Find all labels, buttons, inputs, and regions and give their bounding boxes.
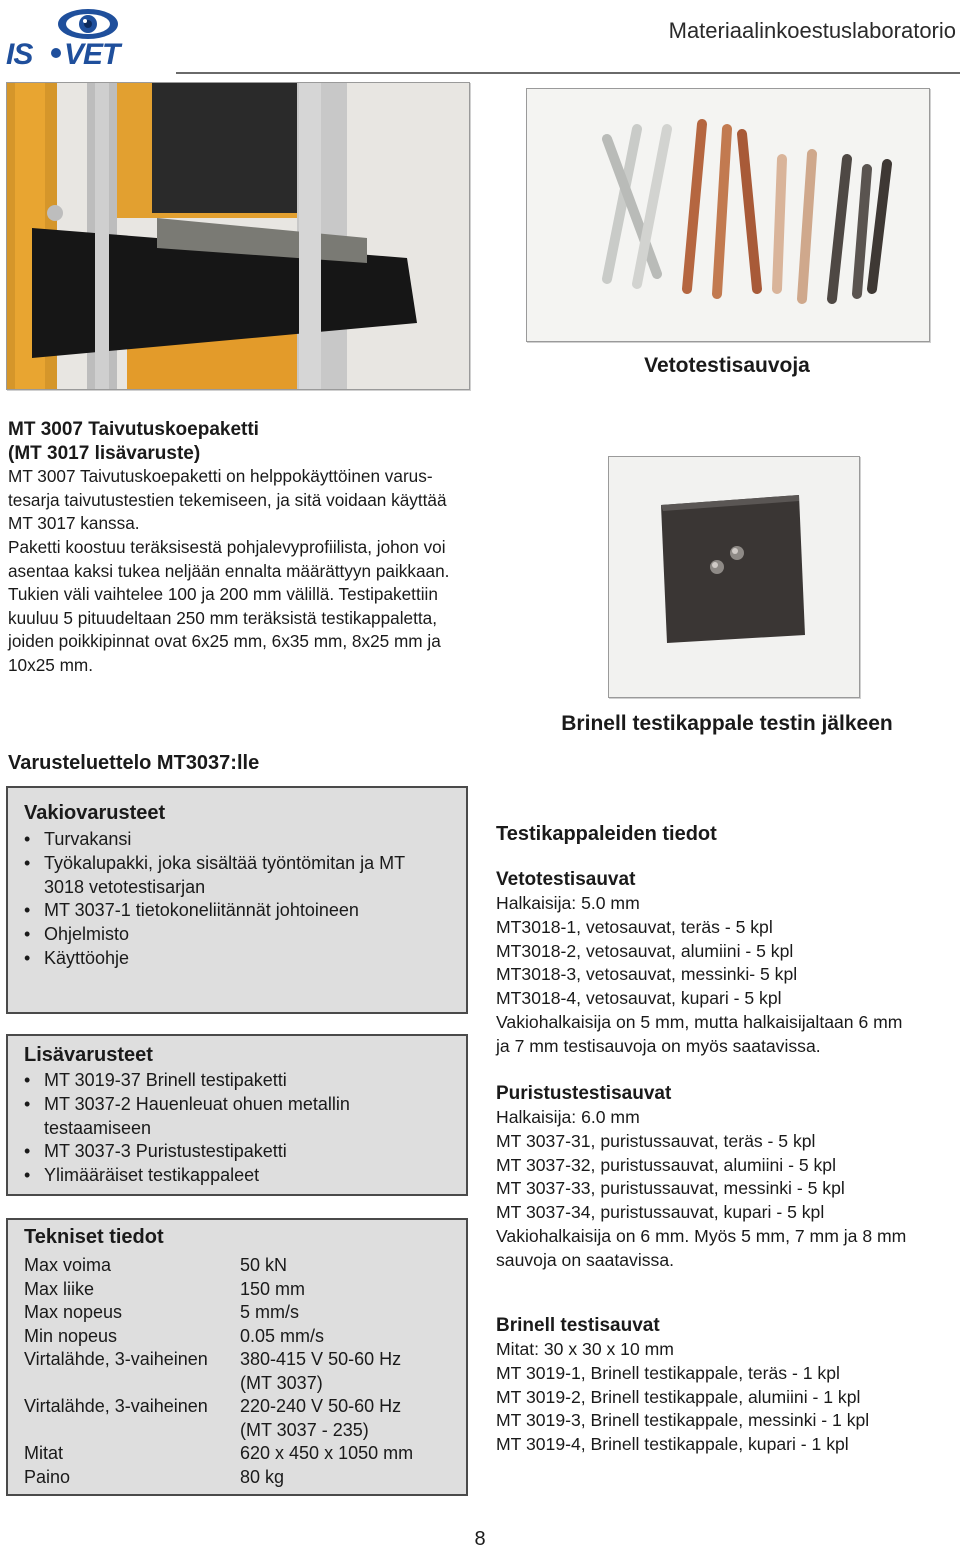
isvet-logo: [6, 4, 170, 68]
intro-line: 10x25 mm.: [8, 654, 94, 675]
list-item: • Työkalupakki, joka sisältää työntömitan ja MT 3018 vetotestisarjan: [22, 852, 424, 900]
tech-specs-box: [6, 1218, 468, 1496]
spec-value: 50 kN: [240, 1255, 288, 1275]
text-line: Vakiohalkaisija on 6 mm. Myös 5 mm, 7 mm ja 8 mm: [496, 1225, 907, 1246]
spec-key: Virtalähde, 3-vaiheinen: [24, 1396, 208, 1416]
text-line: MT 3019-1, Brinell testikappale, teräs - 1 kpl: [496, 1362, 840, 1383]
table-row: [24, 1254, 413, 1278]
table-row: [24, 1278, 413, 1302]
list-item: • MT 3037-2 Hauenleuat ohuen metallin testaamiseen: [22, 1093, 404, 1141]
compression-rods-title: Puristustestisauvat: [496, 1083, 672, 1104]
spec-key: Paino: [24, 1466, 71, 1487]
svg-text:VET: VET: [64, 38, 120, 68]
rods-caption: Vetotestisauvoja: [644, 354, 810, 377]
text-line: MT 3019-4, Brinell testikappale, kupari - 1 kpl: [496, 1434, 849, 1455]
list-item: • Käyttöohje: [22, 947, 424, 971]
spec-key: Max voima: [24, 1255, 112, 1275]
optional-equipment-list: [22, 1069, 404, 1188]
spec-key: Virtalähde, 3-vaiheinen: [24, 1349, 208, 1369]
spec-value-line: 380-415 V 50-60 Hz: [240, 1349, 402, 1369]
table-row: [24, 1325, 413, 1349]
brinell-piece-photo: [608, 456, 860, 698]
header-title: Materiaalinkoestuslaboratorio: [668, 18, 956, 43]
spec-value-line: (MT 3037): [240, 1372, 323, 1393]
table-row: [24, 1301, 413, 1325]
spec-value: [240, 1348, 413, 1395]
intro-line: MT 3007 Taivutuskoepaketti on helppokäyttöinen varus-: [8, 466, 433, 487]
intro-line: asentaa kaksi tukea neljään ennalta määrättyyn paikkaan.: [8, 560, 450, 581]
tensile-rods-photo: [526, 88, 930, 342]
list-item: • MT 3037-3 Puristustestipaketti: [22, 1140, 404, 1164]
text-line: MT3018-3, vetosauvat, messinki- 5 kpl: [496, 964, 798, 985]
intro-line: MT 3017 kanssa.: [8, 513, 140, 534]
intro-line: tesarja taivutustestien tekemiseen, ja sitä voidaan käyttää: [8, 489, 447, 510]
standard-equipment-title: Vakiovarusteet: [24, 802, 166, 824]
equipment-list-heading: Varusteluettelo MT3037:lle: [8, 752, 260, 774]
tech-specs-table: [24, 1254, 413, 1489]
spec-key: Mitat: [24, 1443, 64, 1463]
intro-subtitle: (MT 3017 lisävaruste): [8, 442, 201, 464]
spec-value: [240, 1395, 413, 1442]
spec-value-line: 220-240 V 50-60 Hz: [240, 1396, 402, 1416]
optional-equipment-title: Lisävarusteet: [24, 1044, 153, 1066]
brinell-caption: Brinell testikappale testin jälkeen: [561, 712, 893, 735]
test-pieces-title: Testikappaleiden tiedot: [496, 823, 717, 845]
text-line: MT 3037-32, puristussauvat, alumiini - 5 kpl: [496, 1154, 836, 1175]
text-line: Mitat: 30 x 30 x 10 mm: [496, 1339, 674, 1359]
intro-line: kuuluu 5 pituudeltaan 250 mm teräksistä testikappaletta,: [8, 607, 437, 628]
svg-text:IS: IS: [6, 38, 33, 68]
list-item: • Turvakansi: [22, 828, 424, 852]
text-line: Halkaisija: 6.0 mm: [496, 1107, 640, 1127]
text-line: MT 3019-2, Brinell testikappale, alumiini - 1 kpl: [496, 1386, 861, 1407]
header-divider: [176, 72, 960, 74]
spec-value-line: (MT 3037 - 235): [240, 1419, 369, 1440]
text-line: MT 3037-31, puristussauvat, teräs - 5 kpl: [496, 1130, 816, 1151]
optional-equipment-box: [6, 1034, 468, 1196]
spec-key: Max nopeus: [24, 1302, 123, 1322]
list-item: • Ylimääräiset testikappaleet: [22, 1164, 404, 1188]
spec-key: Min nopeus: [24, 1325, 118, 1346]
text-line: MT3018-1, vetosauvat, teräs - 5 kpl: [496, 916, 773, 937]
spec-value: 620 x 450 x 1050 mm: [240, 1443, 414, 1463]
tensile-rods-block: [496, 868, 958, 1059]
intro-line: joiden poikkipinnat ovat 6x25 mm, 6x35 mm, 8x25 mm ja: [8, 631, 441, 652]
table-row: [24, 1466, 413, 1490]
brinell-rods-title: Brinell testisauvat: [496, 1315, 660, 1336]
text-line: Vakiohalkaisija on 5 mm, mutta halkaisijaltaan 6 mm: [496, 1011, 903, 1032]
text-line: MT 3019-3, Brinell testikappale, messinki - 1 kpl: [496, 1410, 870, 1431]
intro-line: Tukien väli vaihtelee 100 ja 200 mm välillä. Testipakettiin: [8, 584, 438, 605]
text-line: MT 3037-34, puristussauvat, kupari - 5 kpl: [496, 1202, 825, 1223]
table-row: [24, 1442, 413, 1466]
text-line: MT3018-2, vetosauvat, alumiini - 5 kpl: [496, 940, 794, 961]
table-row: [24, 1348, 413, 1395]
spec-value: 5 mm/s: [240, 1302, 300, 1322]
tech-specs-title: Tekniset tiedot: [24, 1226, 164, 1248]
bend-fixture-photo: [6, 82, 470, 390]
tensile-rods-title: Vetotestisauvat: [496, 869, 636, 890]
standard-equipment-list: [22, 828, 424, 971]
list-item: • MT 3037-1 tietokoneliitännät johtoineen: [22, 899, 424, 923]
text-line: MT3018-4, vetosauvat, kupari - 5 kpl: [496, 988, 782, 1009]
compression-rods-block: [496, 1082, 958, 1273]
table-row: [24, 1395, 413, 1442]
intro-section: [8, 418, 470, 678]
spec-value: 80 kg: [240, 1466, 285, 1487]
standard-equipment-box: [6, 786, 468, 1014]
spec-value: 150 mm: [240, 1278, 306, 1299]
page-number: 8: [474, 1528, 486, 1550]
text-line: ja 7 mm testisauvoja on myös saatavissa.: [496, 1035, 821, 1056]
spec-value: 0.05 mm/s: [240, 1325, 325, 1346]
text-line: sauvoja on saatavissa.: [496, 1249, 674, 1270]
list-item: • Ohjelmisto: [22, 923, 424, 947]
text-line: MT 3037-33, puristussauvat, messinki - 5 kpl: [496, 1178, 845, 1199]
text-line: Halkaisija: 5.0 mm: [496, 893, 640, 913]
spec-key: Max liike: [24, 1278, 95, 1299]
intro-line: Paketti koostuu teräksisestä pohjalevyprofiilista, johon voi: [8, 536, 446, 557]
intro-title: MT 3007 Taivutuskoepaketti: [8, 419, 259, 440]
list-item: • MT 3019-37 Brinell testipaketti: [22, 1069, 404, 1093]
brinell-rods-block: [496, 1314, 958, 1457]
